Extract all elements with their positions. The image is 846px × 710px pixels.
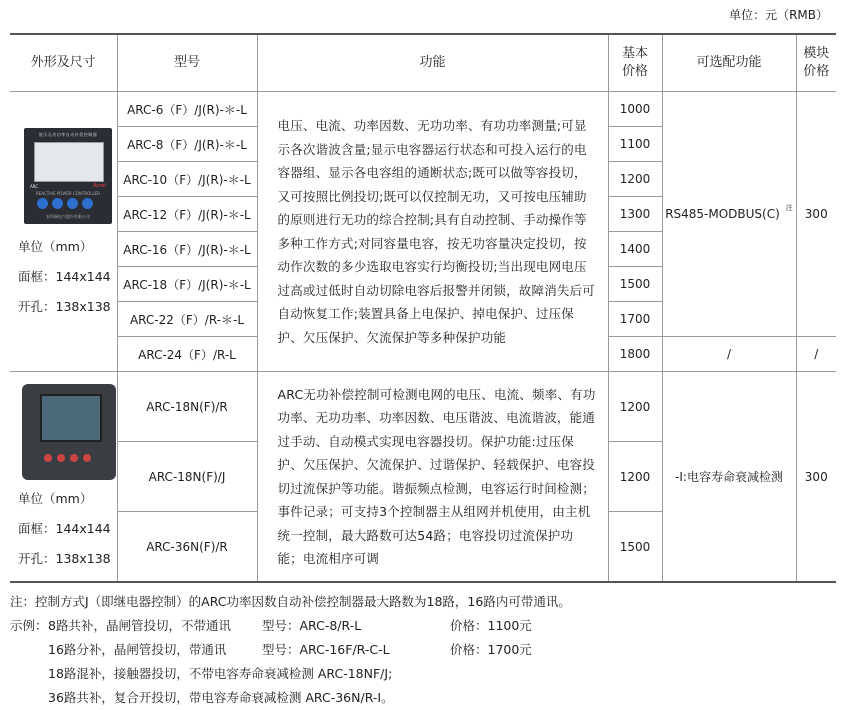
model-cell: ARC-18N(F)/R [117, 372, 257, 442]
example2-desc: 16路分补，晶闸管投切，带通讯 [48, 642, 227, 657]
header-model: 型号 [117, 34, 257, 92]
table-header-row [10, 34, 836, 92]
header-module-price-line2: 价格 [803, 64, 830, 79]
device1-header-text: 低压无功功率自动补偿控制器 [38, 132, 98, 137]
header-base-price-line1: 基本 [621, 46, 648, 61]
price-cell: 1300 [608, 197, 662, 232]
example-line-4 [10, 686, 571, 710]
example1-desc: 8路共补，晶闸管投切，不带通讯 [48, 618, 231, 633]
group1-dimensions [18, 232, 117, 322]
last-optional-cell: / [662, 337, 796, 372]
model-cell: ARC-12（F）/J(R)-＊-L [117, 197, 257, 232]
device1-footer: 安科瑞电气股份有限公司 [46, 214, 90, 219]
product-price-table [10, 33, 836, 583]
example-line-2 [10, 638, 571, 662]
group2-panel-size: 面框：144x144 [18, 521, 111, 536]
header-function: 功能 [257, 34, 608, 92]
note-line: 注：控制方式J（即继电器控制）的ARC功率因数自动补偿控制器最大路数为18路，16路内可带通讯。 [10, 594, 571, 609]
group1-function-cell: 电压、电流、功率因数、无功功率、有功功率测量;可显示各次谐波含量;显示电容器运行状态和可投入运行的电容器组、显示各电容组的通断状态;既可以做等容投切，又可按照比例投切;既可以仅控制无功，又可按电压辅助的原则进行无功的综合控制;具有自动控制、手动操作等多种工作方式;对同容量电容，按无功容量决定投切，按动作次数的多少选取电容实行均衡投切;当出现电网电压过高或过低时自动切除电容后报警并闭锁，故障消失后可自动恢复工作;装置具备上电保护、掉电保护、过压保护、欠压保护、欠流保护等多种保护功能 [257, 92, 608, 372]
device1-brand-left: ARC [30, 184, 39, 189]
device1-subtitle: REACTIVE POWER CONTROLLER [35, 191, 101, 196]
group1-panel-size: 面框：144x144 [18, 269, 111, 284]
currency-unit-label: 单位：元（RMB） [729, 8, 828, 22]
group1-optional-cell [662, 92, 796, 337]
price-cell: 1200 [608, 372, 662, 442]
header-optional: 可选配功能 [662, 34, 796, 92]
device2-screen [40, 394, 102, 442]
group1-module-price-cell: 300 [796, 92, 836, 337]
group1-optional-note-mark: 注 [785, 204, 793, 212]
group2-hole-size: 开孔：138x138 [18, 551, 111, 566]
group2-unit: 单位（mm） [18, 491, 93, 506]
device1-screen [34, 142, 104, 182]
price-cell: 1200 [608, 162, 662, 197]
price-cell: 1800 [608, 337, 662, 372]
example2-price: 价格：1700元 [450, 642, 532, 657]
price-cell: 1100 [608, 127, 662, 162]
header-shape: 外形及尺寸 [10, 34, 117, 92]
model-cell: ARC-10（F）/J(R)-＊-L [117, 162, 257, 197]
price-cell: 1000 [608, 92, 662, 127]
arc-n-controller-image [22, 384, 116, 480]
price-cell: 1400 [608, 232, 662, 267]
model-cell: ARC-22（F）/R-＊-L [117, 302, 257, 337]
header-module-price [796, 34, 836, 92]
model-cell: ARC-36N(F)/R [117, 512, 257, 583]
header-base-price-line2: 价格 [621, 64, 648, 79]
notes-section [10, 590, 571, 710]
device1-buttons [37, 198, 93, 209]
example-line-3 [10, 662, 571, 686]
group2-optional-cell: -I:电容寿命衰减检测 [662, 372, 796, 583]
group2-function-cell: ARC无功补偿控制可检测电网的电压、电流、频率、有功功率、无功功率、功率因数、电压谐波、电流谐波，能通过手动、自动模式实现电容器投切。保护功能:过压保护、欠压保护、欠流保护、过谐保护、轻载保护、电容投切过流保护等功能。谐振频点检测，电容运行时间检测；事件记录；可支持3个控制器主从组网并机使用，由主机统一控制，最大路数可达54路；电容投切过流保护功能；电流相序可调 [257, 372, 608, 583]
example-line-1 [10, 614, 571, 638]
group1-shape-cell [10, 92, 117, 372]
group2-shape-cell [10, 372, 117, 583]
example1-price: 价格：1100元 [450, 618, 532, 633]
example3-text: 18路混补，接触器投切，不带电容寿命衰减检测 ARC-18NF/J; [48, 666, 393, 681]
group1-optional-text: RS485-MODBUS(C) [665, 207, 780, 221]
device2-buttons [44, 454, 91, 462]
header-module-price-line1: 模块 [803, 46, 830, 61]
group1-unit: 单位（mm） [18, 239, 93, 254]
price-cell: 1500 [608, 267, 662, 302]
arc-controller-image [24, 128, 112, 224]
model-cell: ARC-18（F）/J(R)-＊-L [117, 267, 257, 302]
price-cell: 1500 [608, 512, 662, 583]
group1-hole-size: 开孔：138x138 [18, 299, 111, 314]
device1-brand-right: Acrel [93, 183, 106, 189]
example1-model: 型号：ARC-8/R-L [262, 618, 362, 633]
model-cell: ARC-18N(F)/J [117, 442, 257, 512]
group2-module-price-cell: 300 [796, 372, 836, 583]
model-cell: ARC-8（F）/J(R)-＊-L [117, 127, 257, 162]
example4-text: 36路共补，复合开投切，带电容寿命衰减检测 ARC-36N/R-I。 [48, 690, 394, 705]
price-cell: 1200 [608, 442, 662, 512]
header-base-price [608, 34, 662, 92]
last-module-price-cell: / [796, 337, 836, 372]
model-cell: ARC-24（F）/R-L [117, 337, 257, 372]
example-prefix: 示例： [10, 618, 48, 633]
table-row [10, 92, 836, 127]
table-row [10, 372, 836, 442]
group2-dimensions [18, 484, 117, 574]
model-cell: ARC-6（F）/J(R)-＊-L [117, 92, 257, 127]
example2-model: 型号：ARC-16F/R-C-L [262, 642, 390, 657]
price-cell: 1700 [608, 302, 662, 337]
model-cell: ARC-16（F）/J(R)-＊-L [117, 232, 257, 267]
